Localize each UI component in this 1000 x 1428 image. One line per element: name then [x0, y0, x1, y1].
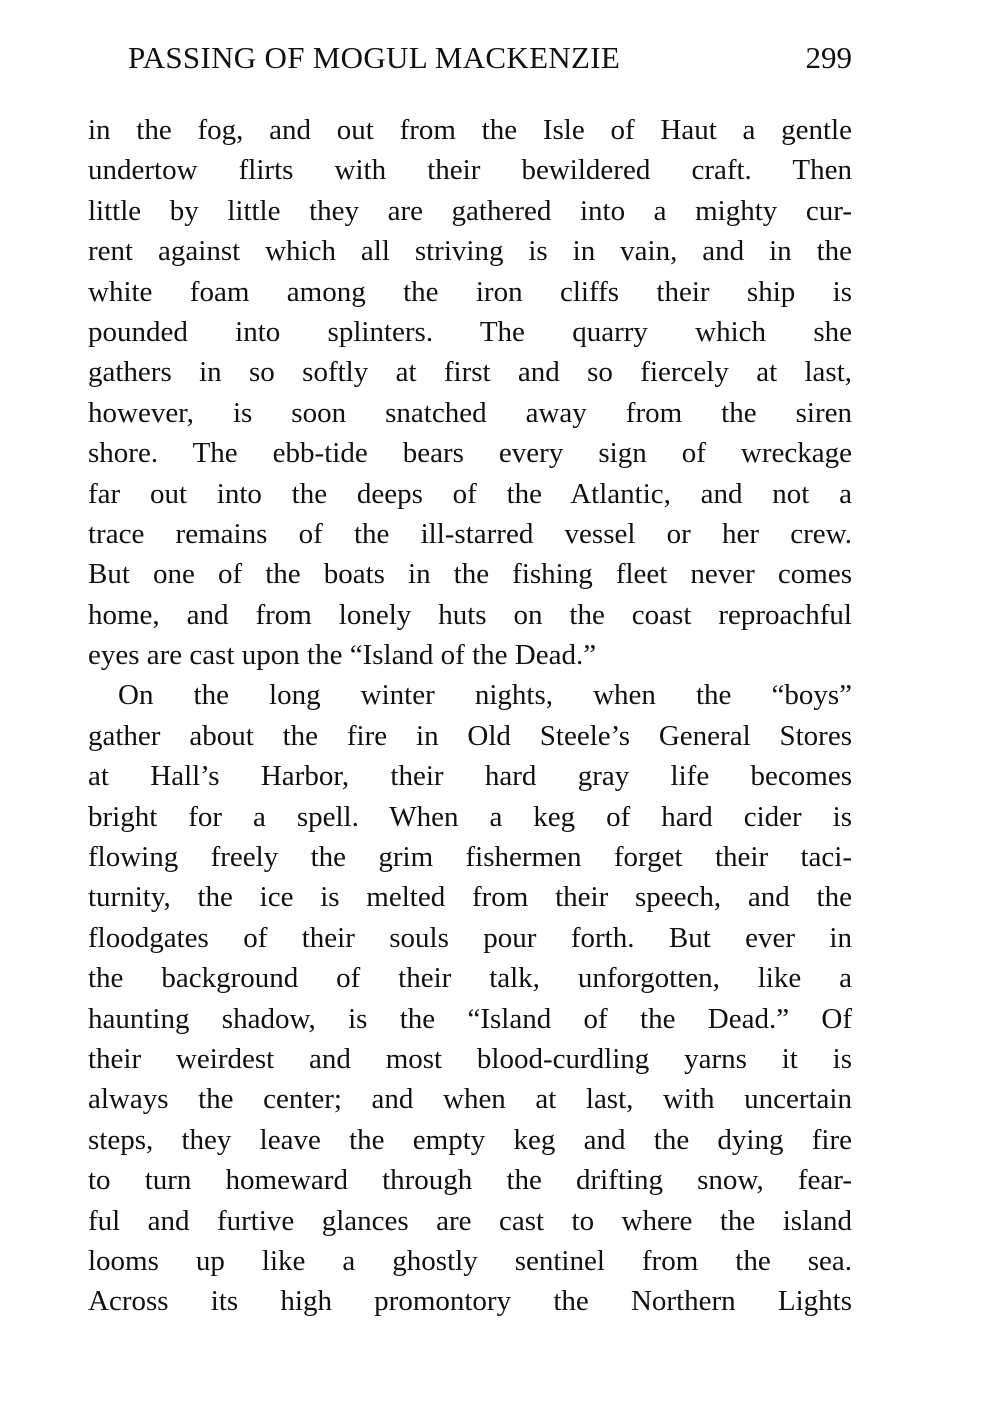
text-line: to turn homeward through the drifting snow, fear- — [88, 1164, 852, 1197]
body-text — [88, 110, 852, 1322]
text-line: Across its high promontory the Northern Lights — [88, 1285, 852, 1318]
text-line: flowing freely the grim fishermen forget their taci- — [88, 841, 852, 874]
running-head — [128, 40, 852, 90]
text-line: undertow flirts with their bewildered craft. Then — [88, 154, 852, 187]
text-line: bright for a spell. When a keg of hard cider is — [88, 800, 852, 833]
text-line: steps, they leave the empty keg and the dying fire — [88, 1123, 852, 1156]
text-line: On the long winter nights, when the “boys” — [118, 679, 852, 712]
text-line: gathers in so softly at first and so fiercely at last, — [88, 356, 852, 389]
text-line: eyes are cast upon the “Island of the Dead.” — [88, 639, 597, 672]
text-line: gather about the fire in Old Steele’s General Stores — [88, 719, 852, 752]
page-number: 299 — [805, 40, 852, 75]
running-title: PASSING OF MOGUL MACKENZIE — [128, 40, 621, 75]
text-line: turnity, the ice is melted from their speech, and the — [88, 881, 852, 914]
text-line: looms up like a ghostly sentinel from the sea. — [88, 1244, 852, 1277]
text-line: far out into the deeps of the Atlantic, and not a — [88, 477, 852, 510]
text-line: home, and from lonely huts on the coast reproachful — [88, 598, 852, 631]
text-line: however, is soon snatched away from the siren — [88, 396, 852, 429]
text-line: always the center; and when at last, with uncertain — [88, 1083, 852, 1116]
text-line: trace remains of the ill-starred vessel or her crew. — [88, 517, 852, 550]
text-line: their weirdest and most blood-curdling yarns it is — [88, 1042, 852, 1075]
text-line: the background of their talk, unforgotten, like a — [88, 962, 852, 995]
text-line: shore. The ebb-tide bears every sign of wreckage — [88, 437, 852, 470]
text-line: white foam among the iron cliffs their ship is — [88, 275, 852, 308]
text-line: But one of the boats in the fishing fleet never comes — [88, 558, 852, 591]
text-line: at Hall’s Harbor, their hard gray life becomes — [88, 760, 852, 793]
text-line: haunting shadow, is the “Island of the Dead.” Of — [88, 1002, 852, 1035]
text-line: in the fog, and out from the Isle of Haut a gentle — [88, 114, 852, 146]
text-line: ful and furtive glances are cast to where the island — [88, 1204, 852, 1237]
text-line: pounded into splinters. The quarry which she — [88, 315, 852, 348]
text-line: floodgates of their souls pour forth. But ever in — [88, 921, 852, 954]
text-line: little by little they are gathered into a mighty cur- — [88, 194, 852, 227]
text-line: rent against which all striving is in vain, and in the — [88, 235, 852, 268]
